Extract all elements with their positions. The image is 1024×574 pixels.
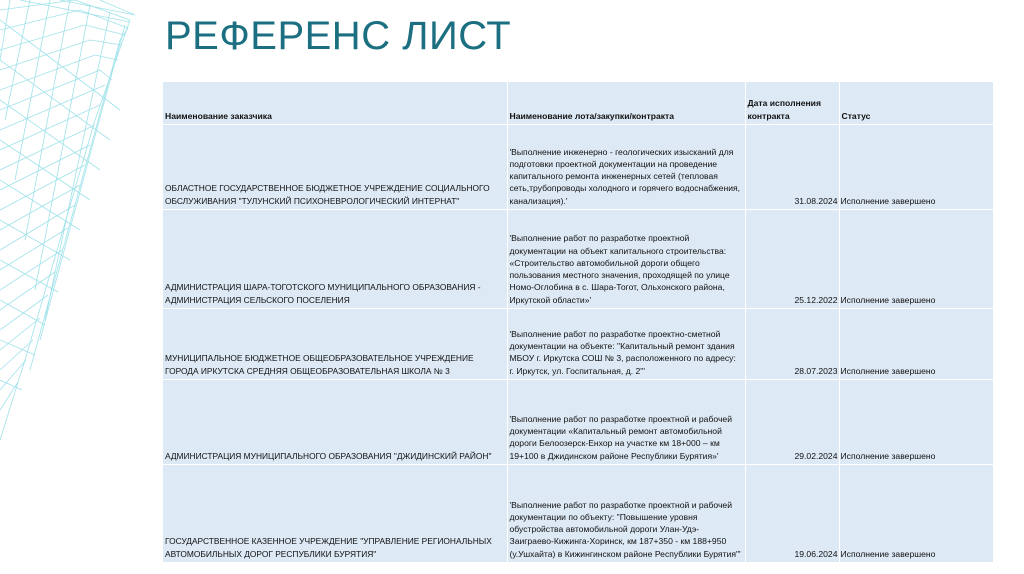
lot-cell: 'Выполнение работ по разработке проектной документации на объект капитального строительства: «Строительство автомобильной дороги общего пользования местного значения, проходящей по улице Номо-Оглобина в с. Шара-Тогот, Ольхонского района, Иркутской области»' [507,210,745,309]
customer-cell: ОБЛАСТНОЕ ГОСУДАРСТВЕННОЕ БЮДЖЕТНОЕ УЧРЕЖДЕНИЕ СОЦИАЛЬНОГО ОБСЛУЖИВАНИЯ "ТУЛУНСКИЙ ПСИХОНЕВРОЛОГИЧЕСКИЙ ИНТЕРНАТ" [163,125,507,210]
date-cell: 19.06.2024 [745,465,839,563]
table-row [163,125,993,210]
status-cell: Исполнение завершено [839,210,993,309]
date-cell: 25.12.2022 [745,210,839,309]
status-cell: Исполнение завершено [839,380,993,465]
lot-cell: 'Выполнение инженерно - геологических изысканий для подготовки проектной документации на проведение капитального ремонта инженерных сетей (тепловая сеть,трубопроводы холодного и горячего водоснабжения, канализация).' [507,125,745,210]
decorative-wireframe-graphic [0,0,170,574]
customer-cell: ГОСУДАРСТВЕННОЕ КАЗЕННОЕ УЧРЕЖДЕНИЕ "УПРАВЛЕНИЕ РЕГИОНАЛЬНЫХ АВТОМОБИЛЬНЫХ ДОРОГ РЕСПУБЛИКИ БУРЯТИЯ" [163,465,507,563]
status-cell: Исполнение завершено [839,309,993,380]
header-customer: Наименование заказчика [163,82,507,125]
status-cell: Исполнение завершено [839,465,993,563]
lot-cell: 'Выполнение работ по разработке проектной и рабочей документации «Капитальный ремонт автомобильной дороги Белоозерск-Енхор на участке км 18+000 – км 19+100 в Джидинском районе Республики Бурятия»' [507,380,745,465]
customer-cell: АДМИНИСТРАЦИЯ ШАРА-ТОГОТСКОГО МУНИЦИПАЛЬНОГО ОБРАЗОВАНИЯ - АДМИНИСТРАЦИЯ СЕЛЬСКОГО ПОСЕЛЕНИЯ [163,210,507,309]
table-header-row [163,82,993,125]
table-row [163,210,993,309]
date-cell: 31.08.2024 [745,125,839,210]
slide-title: РЕФЕРЕНС ЛИСТ [165,14,512,58]
table-row [163,309,993,380]
date-cell: 28.07.2023 [745,309,839,380]
table-row [163,465,993,563]
header-date: Дата исполнения контракта [745,82,839,125]
lot-cell: 'Выполнение работ по разработке проектной и рабочей документации по объекту: "Повышение уровня обустройства автомобильной дороги Улан-Удэ-Заиграево-Кижинга-Хоринск, км 187+350 - км 188+950 (у.Ушхайта) в Кижингинском районе Республики Бурятия"' [507,465,745,563]
date-cell: 29.02.2024 [745,380,839,465]
customer-cell: АДМИНИСТРАЦИЯ МУНИЦИПАЛЬНОГО ОБРАЗОВАНИЯ "ДЖИДИНСКИЙ РАЙОН" [163,380,507,465]
status-cell: Исполнение завершено [839,125,993,210]
lot-cell: 'Выполнение работ по разработке проектно-сметной документации на объекте: "Капитальный ремонт здания МБОУ г. Иркутска СОШ № 3, расположенного по адресу: г. Иркутск, ул. Госпитальная, д. 2"' [507,309,745,380]
header-status: Статус [839,82,993,125]
table-row [163,380,993,465]
customer-cell: МУНИЦИПАЛЬНОЕ БЮДЖЕТНОЕ ОБЩЕОБРАЗОВАТЕЛЬНОЕ УЧРЕЖДЕНИЕ ГОРОДА ИРКУТСКА СРЕДНЯЯ ОБЩЕОБРАЗОВАТЕЛЬНАЯ ШКОЛА № 3 [163,309,507,380]
header-lot: Наименование лота/закупки/контракта [507,82,745,125]
reference-table [163,82,994,563]
